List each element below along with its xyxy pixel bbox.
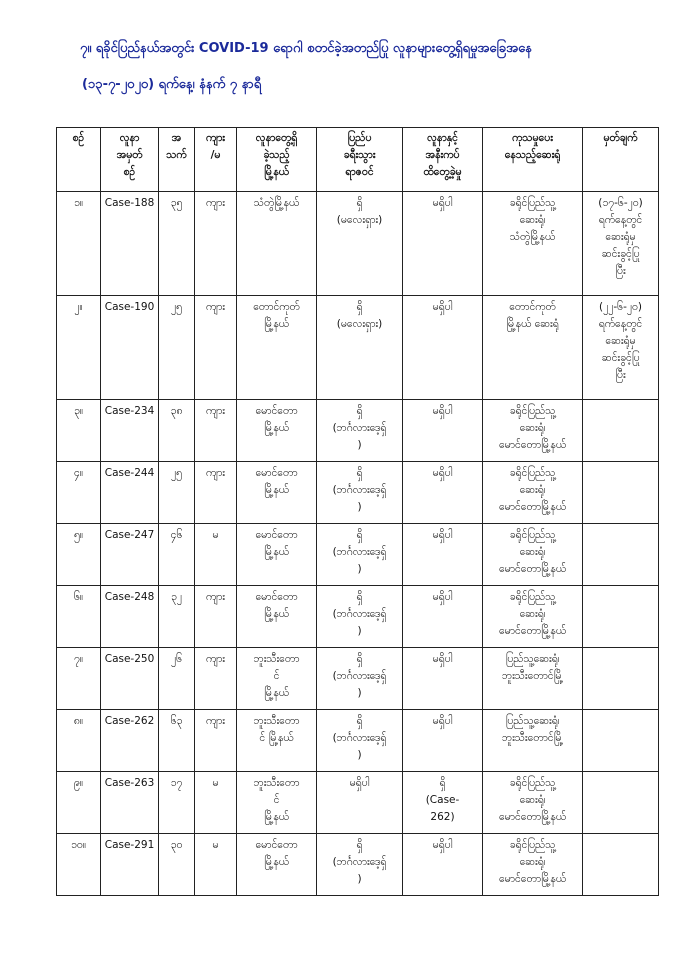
- cell-township: မောင်တော မြို့နယ်: [237, 834, 317, 896]
- cell-hospital: ခရိုင်ပြည်သူ့ ဆေးရုံ၊ မောင်တောမြို့နယ်: [483, 524, 583, 586]
- cell-age: ၁၇: [159, 772, 195, 834]
- cell-sex: ကျား: [195, 462, 237, 524]
- col-header-hospital: ကုသမှုပေး နေသည့်ဆေးရုံ: [483, 128, 583, 192]
- cell-remark: [583, 524, 659, 586]
- document-date-line: (၁၃-၇-၂၀၂၀) ရက်နေ့၊ နံနက် ၇ နာရီ: [82, 77, 262, 92]
- cell-hospital: ခရိုင်ပြည်သူ့ ဆေးရုံ၊ သံတွဲမြို့နယ်: [483, 192, 583, 296]
- cell-remark: (၂၂-၆-၂၀) ရက်နေ့တွင် ဆေးရုံမှ ဆင်းခွင့်ပြု ပြီး: [583, 296, 659, 400]
- cell-township: မောင်တော မြို့နယ်: [237, 462, 317, 524]
- cell-case: Case-250: [101, 648, 159, 710]
- cell-contact: မရှိပါ: [403, 400, 483, 462]
- cell-sex: မ: [195, 772, 237, 834]
- cell-case: Case-262: [101, 710, 159, 772]
- table-row: [57, 524, 659, 586]
- cell-township: သံတွဲမြို့နယ်: [237, 192, 317, 296]
- cell-contact: မရှိပါ: [403, 834, 483, 896]
- cell-remark: [583, 772, 659, 834]
- table-row: [57, 462, 659, 524]
- cell-sex: မ: [195, 834, 237, 896]
- table-row: [57, 400, 659, 462]
- cell-no: ၉။: [57, 772, 101, 834]
- cell-township: ဘူးသီးတော င် မြို့နယ်: [237, 710, 317, 772]
- cell-no: ၁။: [57, 192, 101, 296]
- cell-age: ၂၅: [159, 296, 195, 400]
- cell-travel: ရှိ (ဘင်္ဂလားဒေ့ရှ် ): [317, 524, 403, 586]
- cell-case: Case-291: [101, 834, 159, 896]
- cell-travel: မရှိပါ: [317, 772, 403, 834]
- cell-contact: မရှိပါ: [403, 192, 483, 296]
- cell-hospital: ခရိုင်ပြည်သူ့ ဆေးရုံ၊ မောင်တောမြို့နယ်: [483, 834, 583, 896]
- cell-travel: ရှိ (ဘင်္ဂလားဒေ့ရှ် ): [317, 462, 403, 524]
- col-header-no: စဉ်: [57, 128, 101, 192]
- cell-hospital: ခရိုင်ပြည်သူ့ ဆေးရုံ၊ မောင်တောမြို့နယ်: [483, 400, 583, 462]
- cell-hospital: ခရိုင်ပြည်သူ့ ဆေးရုံ၊ မောင်တောမြို့နယ်: [483, 772, 583, 834]
- cell-contact: မရှိပါ: [403, 586, 483, 648]
- cell-travel: ရှိ (ဘင်္ဂလားဒေ့ရှ် ): [317, 400, 403, 462]
- cell-age: ၃၂: [159, 586, 195, 648]
- cell-no: ၄။: [57, 462, 101, 524]
- cell-age: ၆၃: [159, 710, 195, 772]
- col-header-case: လူနာ အမှတ် စဉ်: [101, 128, 159, 192]
- cell-sex: ကျား: [195, 648, 237, 710]
- cell-hospital: တောင်ကုတ် မြို့နယ် ဆေးရုံ: [483, 296, 583, 400]
- table-row: [57, 192, 659, 296]
- cell-contact: မရှိပါ: [403, 648, 483, 710]
- cell-travel: ရှိ (မလေးရှား): [317, 192, 403, 296]
- cell-township: မောင်တော မြို့နယ်: [237, 586, 317, 648]
- cell-contact: မရှိပါ: [403, 710, 483, 772]
- cell-no: ၂။: [57, 296, 101, 400]
- cell-sex: ကျား: [195, 192, 237, 296]
- cell-no: ၅။: [57, 524, 101, 586]
- cell-age: ၂၅: [159, 462, 195, 524]
- col-header-travel: ပြည်ပ ခရီးသွား ရာဇဝင်: [317, 128, 403, 192]
- table-row: [57, 834, 659, 896]
- cell-township: မောင်တော မြို့နယ်: [237, 400, 317, 462]
- document-title: ၇။ ရခိုင်ပြည်နယ်အတွင်း COVID-19 ရောဂါ စတင်ခဲ့အတည်ပြု လူနာများတွေ့ရှိရမှုအခြေအနေ: [80, 41, 532, 56]
- col-header-remark: မှတ်ချက်: [583, 128, 659, 192]
- cell-case: Case-188: [101, 192, 159, 296]
- cell-case: Case-234: [101, 400, 159, 462]
- cell-case: Case-190: [101, 296, 159, 400]
- cell-age: ၃၀: [159, 834, 195, 896]
- covid-case-table: [56, 127, 659, 896]
- cell-township: တောင်ကုတ် မြို့နယ်: [237, 296, 317, 400]
- cell-case: Case-244: [101, 462, 159, 524]
- cell-township: ဘူးသီးတော င် မြို့နယ်: [237, 648, 317, 710]
- cell-case: Case-247: [101, 524, 159, 586]
- cell-no: ၆။: [57, 586, 101, 648]
- col-header-age: အ သက်: [159, 128, 195, 192]
- cell-travel: ရှိ (ဘင်္ဂလားဒေ့ရှ် ): [317, 586, 403, 648]
- table-row: [57, 648, 659, 710]
- table-header-row: [57, 128, 659, 192]
- cell-remark: [583, 400, 659, 462]
- cell-contact: မရှိပါ: [403, 462, 483, 524]
- cell-sex: ကျား: [195, 586, 237, 648]
- cell-sex: ကျား: [195, 400, 237, 462]
- cell-remark: [583, 586, 659, 648]
- col-header-township: လူနာတွေ့ရှိ ခဲ့သည့် မြို့နယ်: [237, 128, 317, 192]
- cell-remark: [583, 710, 659, 772]
- cell-township: မောင်တော မြို့နယ်: [237, 524, 317, 586]
- cell-no: ၈။: [57, 710, 101, 772]
- cell-hospital: ပြည်သူ့ဆေးရုံ၊ ဘူးသီးတောင်မြို့: [483, 648, 583, 710]
- col-header-sex: ကျား /မ: [195, 128, 237, 192]
- cell-contact: မရှိပါ: [403, 296, 483, 400]
- table-row: [57, 710, 659, 772]
- cell-hospital: ခရိုင်ပြည်သူ့ ဆေးရုံ၊ မောင်တောမြို့နယ်: [483, 586, 583, 648]
- cell-remark: [583, 462, 659, 524]
- cell-contact: မရှိပါ: [403, 524, 483, 586]
- cell-sex: ကျား: [195, 296, 237, 400]
- cell-remark: (၁၇-၆-၂၀) ရက်နေ့တွင် ဆေးရုံမှ ဆင်းခွင့်ပြု ပြီး: [583, 192, 659, 296]
- cell-hospital: ခရိုင်ပြည်သူ့ ဆေးရုံ၊ မောင်တောမြို့နယ်: [483, 462, 583, 524]
- cell-sex: မ: [195, 524, 237, 586]
- table-row: [57, 586, 659, 648]
- cell-remark: [583, 834, 659, 896]
- col-header-contact: လူနာနှင့် အနီးကပ် ထိတွေ့ခဲ့မှု: [403, 128, 483, 192]
- cell-travel: ရှိ (ဘင်္ဂလားဒေ့ရှ် ): [317, 834, 403, 896]
- cell-contact: ရှိ (Case- 262): [403, 772, 483, 834]
- cell-age: ၃၅: [159, 192, 195, 296]
- cell-age: ၃၈: [159, 400, 195, 462]
- cell-age: ၂၆: [159, 648, 195, 710]
- table-row: [57, 296, 659, 400]
- cell-travel: ရှိ (မလေးရှား): [317, 296, 403, 400]
- cell-travel: ရှိ (ဘင်္ဂလားဒေ့ရှ် ): [317, 648, 403, 710]
- cell-case: Case-248: [101, 586, 159, 648]
- cell-case: Case-263: [101, 772, 159, 834]
- table-row: [57, 772, 659, 834]
- cell-hospital: ပြည်သူ့ဆေးရုံ၊ ဘူးသီးတောင်မြို့: [483, 710, 583, 772]
- cell-no: ၁၀။: [57, 834, 101, 896]
- cell-sex: ကျား: [195, 710, 237, 772]
- cell-township: ဘူးသီးတော င် မြို့နယ်: [237, 772, 317, 834]
- cell-age: ၄၆: [159, 524, 195, 586]
- cell-no: ၃။: [57, 400, 101, 462]
- cell-travel: ရှိ (ဘင်္ဂလားဒေ့ရှ် ): [317, 710, 403, 772]
- cell-remark: [583, 648, 659, 710]
- cell-no: ၇။: [57, 648, 101, 710]
